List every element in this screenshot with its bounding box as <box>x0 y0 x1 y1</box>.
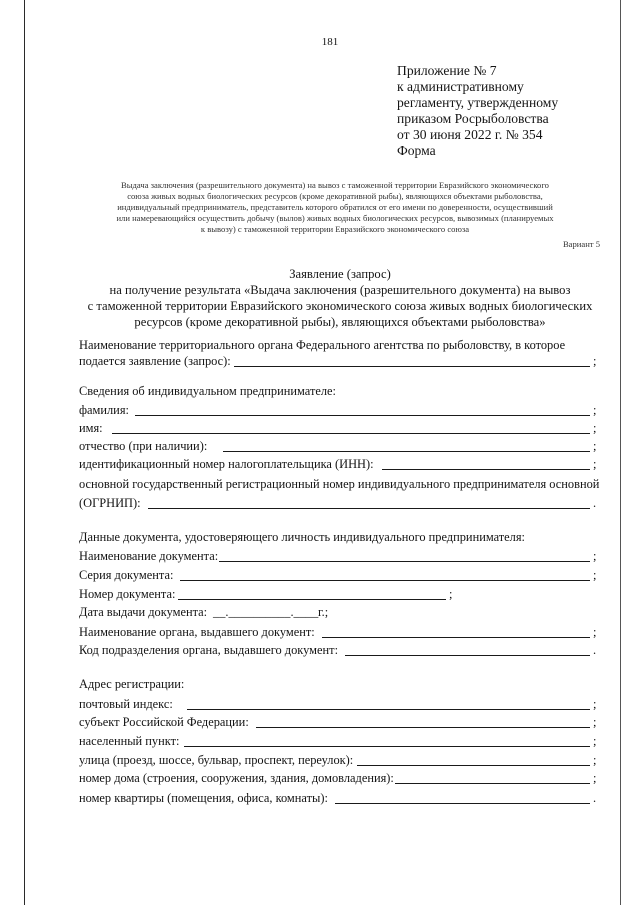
issue-date-label: Дата выдачи документа: <box>79 605 208 619</box>
name-input-line[interactable] <box>112 433 590 434</box>
semicolon: ; <box>593 715 597 729</box>
semicolon: ; <box>449 587 453 601</box>
form-heading <box>40 266 640 330</box>
appendix-block <box>397 63 612 159</box>
semicolon: ; <box>593 568 597 582</box>
appendix-line: Приложение № 7 <box>397 63 497 78</box>
postal-code-input-line[interactable] <box>187 709 590 710</box>
entrepreneur-section-title: Сведения об индивидуальном предпринимателе: <box>79 384 336 398</box>
heading-line: ресурсов (кроме декоративной рыбы), являющихся объектами рыболовства» <box>134 315 546 329</box>
issue-date-blank[interactable]: __.__________.____ <box>213 605 319 619</box>
postal-code-label: почтовый индекс: <box>79 697 173 711</box>
ogrnip-input-line[interactable] <box>148 508 590 509</box>
heading-line: с таможенной территории Евразийского экономического союза живых водных биологических <box>87 299 593 313</box>
authority-input-line[interactable] <box>234 366 590 367</box>
patronymic-input-line[interactable] <box>223 451 590 452</box>
issue-date-input[interactable] <box>213 605 318 620</box>
period: . <box>593 643 597 657</box>
surname-label: фамилия: <box>79 403 129 417</box>
appendix-line: приказом Росрыболовства <box>397 111 549 126</box>
appendix-line: к административному <box>397 79 524 94</box>
house-number-label: номер дома (строения, сооружения, здания, домовладения): <box>79 771 394 785</box>
division-code-input-line[interactable] <box>345 655 590 656</box>
inn-input-line[interactable] <box>382 469 590 470</box>
house-number-input-line[interactable] <box>395 783 590 784</box>
federal-subject-input-line[interactable] <box>256 727 590 728</box>
heading-title: Заявление (запрос) <box>289 267 391 281</box>
service-caption <box>70 180 600 235</box>
form-label: Форма <box>397 143 436 158</box>
period: . <box>593 791 597 805</box>
semicolon: ; <box>593 697 597 711</box>
caption-line: или намеревающийся осуществить добычу (вылов) живых водных биологических ресурсов, вывозимых (планируемых <box>116 213 554 223</box>
street-input-line[interactable] <box>357 765 590 766</box>
page-right-border <box>620 0 621 905</box>
issuer-label: Наименование органа, выдавшего документ: <box>79 625 315 639</box>
street-label: улица (проезд, шоссе, бульвар, проспект, переулок): <box>79 753 354 767</box>
address-section-title: Адрес регистрации: <box>79 677 185 691</box>
name-label: имя: <box>79 421 103 435</box>
caption-line: Выдача заключения (разрешительного документа) на вывоз с таможенной территории Евразийского экономического <box>121 180 549 190</box>
ogrnip-label-line2: (ОГРНИП): <box>79 496 141 510</box>
apartment-input-line[interactable] <box>335 803 590 804</box>
semicolon: ; <box>593 439 597 453</box>
document-section-title: Данные документа, удостоверяющего личность индивидуального предпринимателя: <box>79 530 526 544</box>
semicolon: ; <box>593 771 597 785</box>
inn-label: идентификационный номер налогоплательщика (ИНН): <box>79 457 374 471</box>
variant-label: Вариант 5 <box>562 239 600 249</box>
authority-label-line2: подается заявление (запрос): <box>79 354 231 368</box>
ogrnip-label-line1: основной государственный регистрационный номер индивидуального предпринимателя основной <box>79 477 600 491</box>
caption-line: союза живых водных биологических ресурсов (кроме декоративной рыбы), являющихся объектами рыболовства, <box>127 191 543 201</box>
semicolon: ; <box>593 549 597 563</box>
document-name-label: Наименование документа: <box>79 549 219 563</box>
semicolon: ; <box>593 625 597 639</box>
document-number-label: Номер документа: <box>79 587 176 601</box>
document-series-label: Серия документа: <box>79 568 174 582</box>
surname-input-line[interactable] <box>135 415 590 416</box>
semicolon: ; <box>593 403 597 417</box>
locality-input-line[interactable] <box>184 746 590 747</box>
federal-subject-label: субъект Российской Федерации: <box>79 715 249 729</box>
patronymic-label: отчество (при наличии): <box>79 439 208 453</box>
semicolon: ; <box>593 354 597 368</box>
appendix-line: от 30 июня 2022 г. № 354 <box>397 127 543 142</box>
semicolon: ; <box>593 734 597 748</box>
period: . <box>593 496 597 510</box>
authority-label-line1: Наименование территориального органа Федерального агентства по рыболовству, в которое <box>79 338 566 352</box>
document-series-input-line[interactable] <box>180 580 590 581</box>
caption-line: к вывозу) с таможенной территории Евразийского экономического союза <box>200 224 470 234</box>
locality-label: населенный пункт: <box>79 734 180 748</box>
caption-line: индивидуальный предприниматель, представитель которого обратился от его имени по доверенности, осуществивший <box>117 202 553 212</box>
division-code-label: Код подразделения органа, выдавшего документ: <box>79 643 339 657</box>
heading-line: на получение результата «Выдача заключения (разрешительного документа) на вывоз <box>109 283 571 297</box>
document-number-input-line[interactable] <box>178 599 446 600</box>
semicolon: ; <box>593 421 597 435</box>
issue-date-suffix: г.; <box>318 605 329 619</box>
page-left-border <box>24 0 25 905</box>
page-number: 181 <box>321 36 339 48</box>
issuer-input-line[interactable] <box>322 637 590 638</box>
semicolon: ; <box>593 753 597 767</box>
appendix-line: регламенту, утвержденному <box>397 95 559 110</box>
apartment-label: номер квартиры (помещения, офиса, комнаты): <box>79 791 328 805</box>
document-name-input-line[interactable] <box>219 561 590 562</box>
semicolon: ; <box>593 457 597 471</box>
